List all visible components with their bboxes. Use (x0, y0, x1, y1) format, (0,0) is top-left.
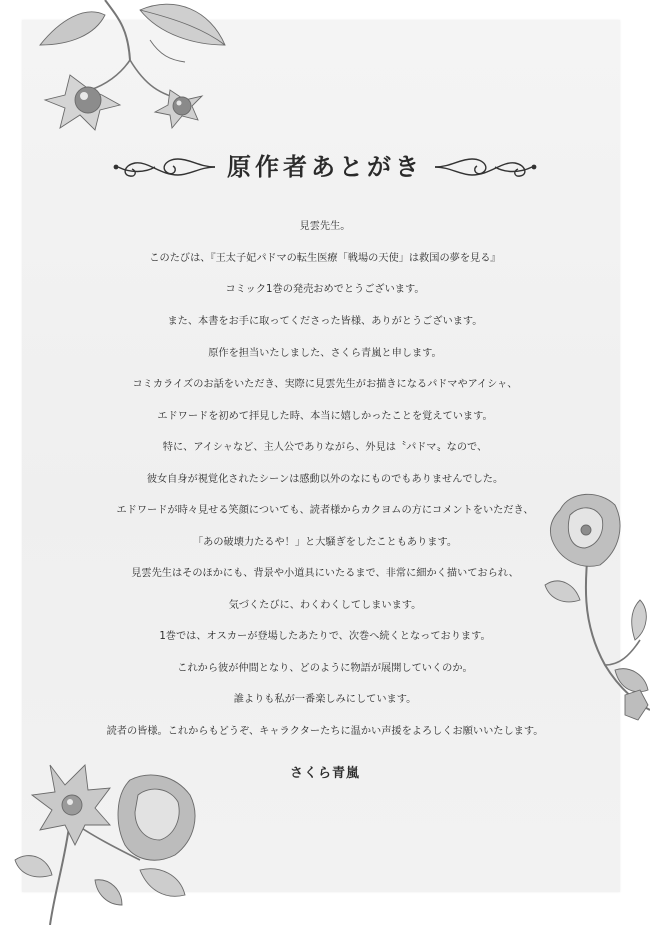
body-line: 特に、アイシャなど、主人公でありながら、外見は〝パドマ〟なので、 (162, 442, 488, 453)
body-line: 誰よりも私が一番楽しみにしています。 (233, 694, 417, 705)
body-line: コミック1巻の発売おめでとうございます。 (225, 284, 425, 295)
body-line: コミカライズのお話をいただき、実際に見雲先生がお描きになるパドマやアイシャ、 (132, 379, 518, 390)
body-line: 彼女自身が視覚化されたシーンは感動以外のなにものでもありませんでした。 (146, 474, 504, 485)
body-line: 「あの破壊力たるや！」と大騒ぎをしたこともあります。 (192, 537, 458, 548)
body-line: このたびは、『王太子妃パドマの転生医療「戦場の天使」は救国の夢を見る』 (149, 253, 501, 264)
title-block (0, 145, 650, 189)
body-line: 原作を担当いたしました、さくら青嵐と申します。 (208, 348, 442, 359)
body-line: 読者の皆様。これからもどうぞ、キャラクターたちに温かい声援をよろしくお願いいたします。 (106, 726, 544, 737)
body-line: 気づくたびに、わくわくしてしまいます。 (228, 600, 422, 611)
body-line: これから彼が仲間となり、どのように物語が展開していくのか。 (177, 663, 473, 674)
page-title: 原作者あとがき (227, 152, 423, 181)
scroll-ornament-left-icon (110, 151, 220, 183)
body-line: また、本書をお手に取ってくださった皆様、ありがとうございます。 (167, 316, 483, 327)
flower-illustration-top-left (10, 0, 230, 150)
body-line: 1巻では、オスカーが登場したあたりで、次巻へ続くとなっております。 (159, 631, 491, 642)
author-signature: さくら青嵐 (289, 766, 360, 781)
body-line: エドワードを初めて拝見した時、本当に嬉しかったことを覚えています。 (157, 411, 493, 422)
body-line: 見雲先生はそのほかにも、背景や小道具にいたるまで、非常に細かく描いておられ、 (131, 568, 519, 579)
body-line: エドワードが時々見せる笑顔についても、読者様からカクヨムの方にコメントをいただき、 (116, 505, 534, 516)
body-line: 見雲先生。 (299, 221, 351, 232)
scroll-ornament-right-icon (430, 151, 540, 183)
